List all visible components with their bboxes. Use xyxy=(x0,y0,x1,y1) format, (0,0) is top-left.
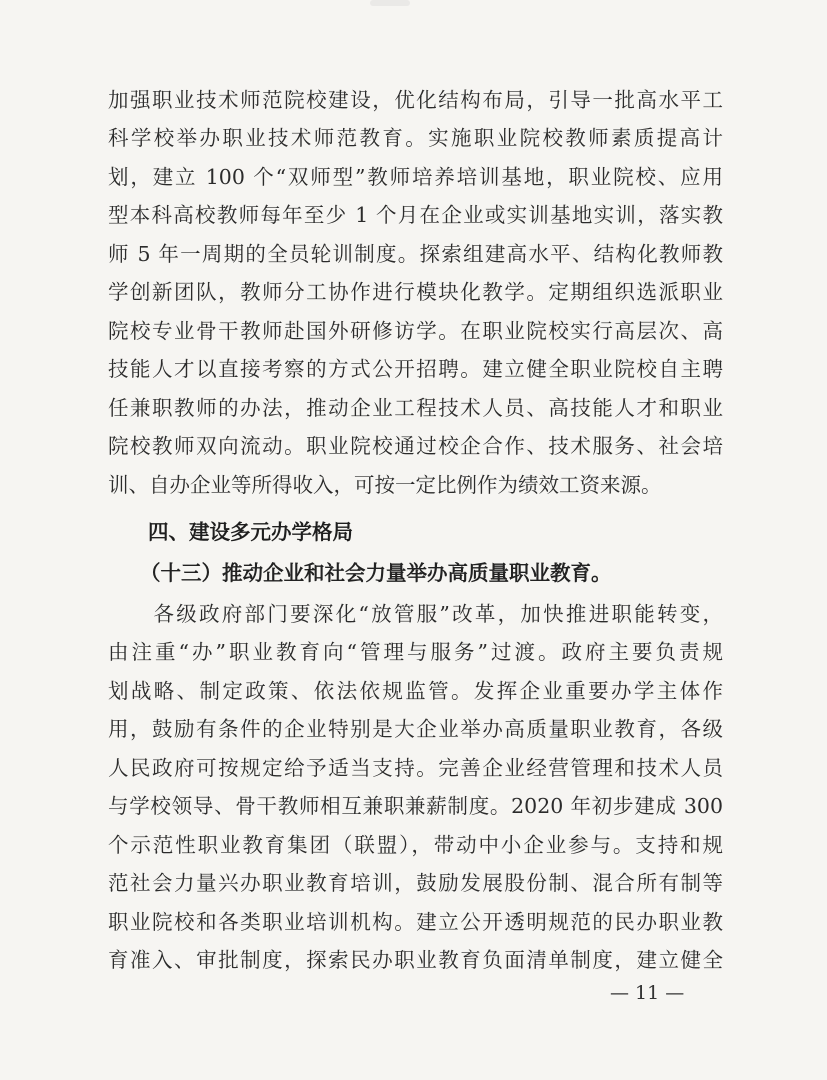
paragraph-line: 任兼职教师的办法，推动企业工程技术人员、高技能人才和职业 xyxy=(108,396,723,420)
paragraph-line: 划战略、制定政策、依法依规监管。发挥企业重要办学主体作 xyxy=(108,679,723,703)
paragraph-line: 与学校领导、骨干教师相互兼职兼薪制度。2020 年初步建成 300 xyxy=(108,794,723,818)
paragraph-line: 学创新团队，教师分工协作进行模块化教学。定期组织选派职业 xyxy=(108,280,723,304)
subsection-heading: （十三）推动企业和社会力量举办高质量职业教育。 xyxy=(140,561,612,585)
paragraph-line: 技能人才以直接考察的方式公开招聘。建立健全职业院校自主聘 xyxy=(108,357,723,381)
paragraph-line: 训、自办企业等所得收入，可按一定比例作为绩效工资来源。 xyxy=(108,473,662,497)
paragraph-line: 用，鼓励有条件的企业特别是大企业举办高质量职业教育，各级 xyxy=(108,717,723,741)
paragraph-line: 范社会力量兴办职业教育培训，鼓励发展股份制、混合所有制等 xyxy=(108,871,723,895)
paragraph-line: 科学校举办职业技术师范教育。实施职业院校教师素质提高计 xyxy=(108,126,723,150)
paragraph-line: 师 5 年一周期的全员轮训制度。探索组建高水平、结构化教师教 xyxy=(108,242,723,266)
page-number: — 11 — xyxy=(610,982,685,1004)
section-heading: 四、建设多元办学格局 xyxy=(148,520,353,544)
paragraph-line: 由注重“办”职业教育向“管理与服务”过渡。政府主要负责规 xyxy=(108,640,723,664)
paragraph-line: 院校专业骨干教师赴国外研修访学。在职业院校实行高层次、高 xyxy=(108,319,723,343)
paragraph-line: 个示范性职业教育集团（联盟），带动中小企业参与。支持和规 xyxy=(108,833,723,857)
paragraph-line: 各级政府部门要深化“放管服”改革，加快推进职能转变， xyxy=(108,602,723,626)
paragraph-line: 院校教师双向流动。职业院校通过校企合作、技术服务、社会培 xyxy=(108,434,723,458)
paragraph-line: 型本科高校教师每年至少 1 个月在企业或实训基地实训，落实教 xyxy=(108,203,723,227)
paragraph-line: 划，建立 100 个“双师型”教师培养培训基地，职业院校、应用 xyxy=(108,165,723,189)
paragraph-line: 育准入、审批制度，探索民办职业教育负面清单制度，建立健全 xyxy=(108,948,723,972)
paragraph-line: 加强职业技术师范院校建设，优化结构布局，引导一批高水平工 xyxy=(108,88,723,112)
paragraph-line: 人民政府可按规定给予适当支持。完善企业经营管理和技术人员 xyxy=(108,756,723,780)
scan-artifact xyxy=(370,0,410,6)
paragraph-line: 职业院校和各类职业培训机构。建立公开透明规范的民办职业教 xyxy=(108,910,723,934)
